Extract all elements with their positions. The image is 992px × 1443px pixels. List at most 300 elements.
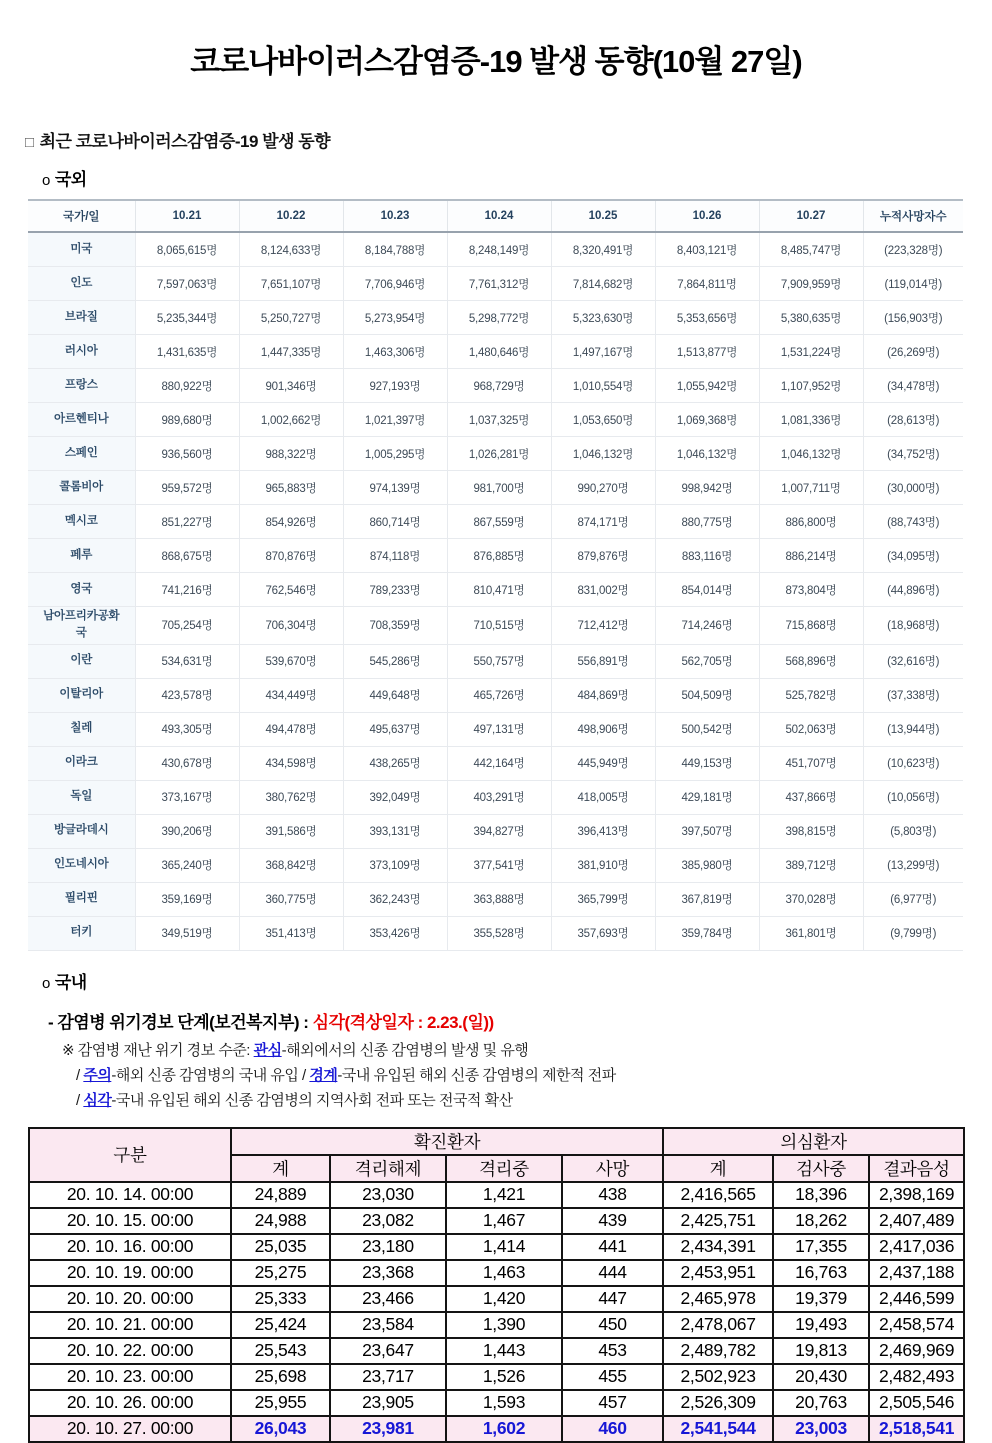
- cumulative-deaths-cell: (10,056명): [863, 780, 963, 814]
- domestic-sub-col-header: 결과음성: [869, 1155, 964, 1182]
- daily-case-cell: 5,298,772명: [447, 301, 551, 335]
- stat-value-cell: 25,333: [231, 1286, 330, 1312]
- stat-value-cell: 20,763: [773, 1390, 869, 1416]
- daily-case-cell: 493,305명: [135, 712, 239, 746]
- stat-value-cell: 2,446,599: [869, 1286, 964, 1312]
- overseas-col-header: 10.24: [447, 200, 551, 232]
- stat-value-cell: 16,763: [773, 1260, 869, 1286]
- daily-case-cell: 988,322명: [239, 437, 343, 471]
- stat-value-cell: 23,647: [330, 1338, 446, 1364]
- stat-value-cell: 455: [562, 1364, 663, 1390]
- daily-case-cell: 886,800명: [759, 505, 863, 539]
- overseas-table-row: [28, 471, 963, 505]
- overseas-table-row: [28, 607, 963, 645]
- cumulative-deaths-cell: (32,616명): [863, 644, 963, 678]
- overseas-table-row: [28, 882, 963, 916]
- daily-case-cell: 874,118명: [343, 539, 447, 573]
- stat-value-cell: 1,467: [446, 1208, 562, 1234]
- daily-case-cell: 1,046,132명: [551, 437, 655, 471]
- daily-case-cell: 965,883명: [239, 471, 343, 505]
- cumulative-deaths-cell: (119,014명): [863, 267, 963, 301]
- daily-case-cell: 7,651,107명: [239, 267, 343, 301]
- country-name-cell: 페루: [28, 539, 135, 573]
- stat-value-cell: 25,424: [231, 1312, 330, 1338]
- overseas-table-row: [28, 539, 963, 573]
- country-name-cell: 콜롬비아: [28, 471, 135, 505]
- daily-case-cell: 498,906명: [551, 712, 655, 746]
- report-date-cell: 20. 10. 26. 00:00: [29, 1390, 231, 1416]
- domestic-sub-col-header: 사망: [562, 1155, 663, 1182]
- stat-value-cell: 2,416,565: [663, 1182, 773, 1208]
- overseas-table-row: [28, 573, 963, 607]
- country-name-cell: 터키: [28, 916, 135, 950]
- daily-case-cell: 534,631명: [135, 644, 239, 678]
- daily-case-cell: 1,002,662명: [239, 403, 343, 437]
- daily-case-cell: 706,304명: [239, 607, 343, 645]
- press-release-page: [0, 36, 992, 1443]
- overseas-table-body: [28, 232, 963, 950]
- domestic-table-row: [29, 1338, 964, 1364]
- daily-case-cell: 936,560명: [135, 437, 239, 471]
- daily-case-cell: 8,184,788명: [343, 232, 447, 267]
- cumulative-deaths-cell: (34,095명): [863, 539, 963, 573]
- daily-case-cell: 397,507명: [655, 814, 759, 848]
- daily-case-cell: 449,648명: [343, 678, 447, 712]
- daily-case-cell: 873,804명: [759, 573, 863, 607]
- stat-value-cell: 1,526: [446, 1364, 562, 1390]
- crisis-note-line-2: [76, 1063, 992, 1088]
- stat-value-cell: 2,398,169: [869, 1182, 964, 1208]
- stat-value-cell: 2,518,541: [869, 1416, 964, 1442]
- daily-case-cell: 545,286명: [343, 644, 447, 678]
- daily-case-cell: 927,193명: [343, 369, 447, 403]
- daily-case-cell: 434,598명: [239, 746, 343, 780]
- crisis-alert-level: 심각(격상일자 : 2.23.(일)): [312, 1012, 494, 1032]
- country-name-cell: 스페인: [28, 437, 135, 471]
- domestic-section-heading: [42, 968, 992, 993]
- overseas-table-row: [28, 678, 963, 712]
- daily-case-cell: 959,572명: [135, 471, 239, 505]
- stat-value-cell: 25,955: [231, 1390, 330, 1416]
- stat-value-cell: 460: [562, 1416, 663, 1442]
- daily-case-cell: 525,782명: [759, 678, 863, 712]
- domestic-table-row: [29, 1234, 964, 1260]
- daily-case-cell: 1,081,336명: [759, 403, 863, 437]
- stat-value-cell: 1,421: [446, 1182, 562, 1208]
- daily-case-cell: 396,413명: [551, 814, 655, 848]
- note3-pre: /: [76, 1091, 84, 1109]
- cumulative-deaths-cell: (13,944명): [863, 712, 963, 746]
- stat-value-cell: 2,478,067: [663, 1312, 773, 1338]
- stat-value-cell: 25,035: [231, 1234, 330, 1260]
- daily-case-cell: 901,346명: [239, 369, 343, 403]
- daily-case-cell: 355,528명: [447, 916, 551, 950]
- daily-case-cell: 373,167명: [135, 780, 239, 814]
- cumulative-deaths-cell: (223,328명): [863, 232, 963, 267]
- overseas-col-header: 10.22: [239, 200, 343, 232]
- daily-case-cell: 886,214명: [759, 539, 863, 573]
- stat-value-cell: 25,543: [231, 1338, 330, 1364]
- daily-case-cell: 5,273,954명: [343, 301, 447, 335]
- cumulative-deaths-cell: (88,743명): [863, 505, 963, 539]
- overseas-table-row: [28, 437, 963, 471]
- daily-case-cell: 430,678명: [135, 746, 239, 780]
- daily-case-cell: 380,762명: [239, 780, 343, 814]
- domestic-table-row: [29, 1416, 964, 1442]
- overseas-table-row: [28, 301, 963, 335]
- overseas-table-row: [28, 814, 963, 848]
- page-title: 코로나바이러스감염증-19 발생 동향(10월 27일): [190, 44, 802, 79]
- overseas-table-row: [28, 369, 963, 403]
- stat-value-cell: 2,505,546: [869, 1390, 964, 1416]
- daily-case-cell: 368,842명: [239, 848, 343, 882]
- stat-value-cell: 25,698: [231, 1364, 330, 1390]
- domestic-covid-table: [28, 1127, 965, 1443]
- daily-case-cell: 1,480,646명: [447, 335, 551, 369]
- crisis-note-line-1: [62, 1038, 992, 1063]
- overseas-section-label: 국외: [54, 170, 87, 189]
- stat-value-cell: 2,526,309: [663, 1390, 773, 1416]
- overseas-table-header: [28, 200, 963, 232]
- country-name-cell: 이탈리아: [28, 678, 135, 712]
- note2-pre: /: [76, 1066, 84, 1084]
- stat-value-cell: 2,453,951: [663, 1260, 773, 1286]
- circle-bullet-icon: o: [42, 172, 50, 189]
- daily-case-cell: 1,026,281명: [447, 437, 551, 471]
- daily-case-cell: 445,949명: [551, 746, 655, 780]
- overseas-table-row: [28, 746, 963, 780]
- daily-case-cell: 1,497,167명: [551, 335, 655, 369]
- daily-case-cell: 550,757명: [447, 644, 551, 678]
- domestic-table-row: [29, 1182, 964, 1208]
- overseas-col-header: 10.21: [135, 200, 239, 232]
- stat-value-cell: 24,889: [231, 1182, 330, 1208]
- cumulative-deaths-cell: (26,269명): [863, 335, 963, 369]
- daily-case-cell: 562,705명: [655, 644, 759, 678]
- stat-value-cell: 19,813: [773, 1338, 869, 1364]
- domestic-header-group-row: [29, 1128, 964, 1155]
- daily-case-cell: 1,069,368명: [655, 403, 759, 437]
- report-date-cell: 20. 10. 22. 00:00: [29, 1338, 231, 1364]
- overseas-table-row: [28, 267, 963, 301]
- daily-case-cell: 715,868명: [759, 607, 863, 645]
- daily-case-cell: 8,248,149명: [447, 232, 551, 267]
- note3-post: -국내 유입된 해외 신종 감염병의 지역사회 전파 또는 전국적 확산: [111, 1091, 513, 1109]
- note2-term-gyeonggye: 경계: [309, 1066, 338, 1084]
- stat-value-cell: 23,180: [330, 1234, 446, 1260]
- daily-case-cell: 998,942명: [655, 471, 759, 505]
- cumulative-deaths-cell: (37,338명): [863, 678, 963, 712]
- daily-case-cell: 1,005,295명: [343, 437, 447, 471]
- stat-value-cell: 2,541,544: [663, 1416, 773, 1442]
- daily-case-cell: 854,926명: [239, 505, 343, 539]
- cumulative-deaths-cell: (10,623명): [863, 746, 963, 780]
- daily-case-cell: 860,714명: [343, 505, 447, 539]
- country-name-cell: 멕시코: [28, 505, 135, 539]
- stat-value-cell: 23,030: [330, 1182, 446, 1208]
- cumulative-deaths-cell: (5,803명): [863, 814, 963, 848]
- daily-case-cell: 989,680명: [135, 403, 239, 437]
- suspected-group-header: 의심환자: [663, 1128, 964, 1155]
- overseas-header-row: [28, 200, 963, 232]
- note2-mid: -해외 신종 감염병의 국내 유입 /: [111, 1066, 310, 1084]
- daily-case-cell: 851,227명: [135, 505, 239, 539]
- daily-case-cell: 762,546명: [239, 573, 343, 607]
- confirmed-group-header: 확진환자: [231, 1128, 663, 1155]
- daily-case-cell: 1,513,877명: [655, 335, 759, 369]
- daily-case-cell: 437,866명: [759, 780, 863, 814]
- domestic-sub-col-header: 검사중: [773, 1155, 869, 1182]
- stat-value-cell: 23,082: [330, 1208, 446, 1234]
- daily-case-cell: 434,449명: [239, 678, 343, 712]
- stat-value-cell: 438: [562, 1182, 663, 1208]
- daily-case-cell: 708,359명: [343, 607, 447, 645]
- cumulative-deaths-cell: (34,752명): [863, 437, 963, 471]
- note2-post: -국내 유입된 해외 신종 감염병의 제한적 전파: [337, 1066, 616, 1084]
- daily-case-cell: 403,291명: [447, 780, 551, 814]
- stat-value-cell: 23,368: [330, 1260, 446, 1286]
- overseas-col-header: 10.23: [343, 200, 447, 232]
- daily-case-cell: 359,169명: [135, 882, 239, 916]
- stat-value-cell: 23,717: [330, 1364, 446, 1390]
- country-name-cell: 아르헨티나: [28, 403, 135, 437]
- report-date-cell: 20. 10. 19. 00:00: [29, 1260, 231, 1286]
- daily-case-cell: 392,049명: [343, 780, 447, 814]
- daily-case-cell: 1,447,335명: [239, 335, 343, 369]
- daily-case-cell: 429,181명: [655, 780, 759, 814]
- overseas-col-header: 누적사망자수: [863, 200, 963, 232]
- stat-value-cell: 2,407,489: [869, 1208, 964, 1234]
- daily-case-cell: 789,233명: [343, 573, 447, 607]
- daily-case-cell: 8,124,633명: [239, 232, 343, 267]
- daily-case-cell: 1,010,554명: [551, 369, 655, 403]
- daily-case-cell: 1,021,397명: [343, 403, 447, 437]
- cumulative-deaths-cell: (28,613명): [863, 403, 963, 437]
- daily-case-cell: 1,531,224명: [759, 335, 863, 369]
- report-date-cell: 20. 10. 14. 00:00: [29, 1182, 231, 1208]
- overseas-table-row: [28, 403, 963, 437]
- cumulative-deaths-cell: (156,903명): [863, 301, 963, 335]
- stat-value-cell: 23,981: [330, 1416, 446, 1442]
- country-name-cell: 필리핀: [28, 882, 135, 916]
- overseas-covid-table: [28, 199, 963, 951]
- daily-case-cell: 449,153명: [655, 746, 759, 780]
- stat-value-cell: 450: [562, 1312, 663, 1338]
- daily-case-cell: 365,240명: [135, 848, 239, 882]
- daily-case-cell: 880,922명: [135, 369, 239, 403]
- stat-value-cell: 1,602: [446, 1416, 562, 1442]
- daily-case-cell: 357,693명: [551, 916, 655, 950]
- daily-case-cell: 714,246명: [655, 607, 759, 645]
- crisis-alert-line: [48, 1008, 992, 1033]
- circle-bullet-icon: o: [42, 974, 50, 992]
- country-name-cell: 브라질: [28, 301, 135, 335]
- daily-case-cell: 442,164명: [447, 746, 551, 780]
- country-name-cell: 인도네시아: [28, 848, 135, 882]
- daily-case-cell: 867,559명: [447, 505, 551, 539]
- domestic-sub-col-header: 계: [231, 1155, 330, 1182]
- daily-case-cell: 880,775명: [655, 505, 759, 539]
- daily-case-cell: 381,910명: [551, 848, 655, 882]
- note1-pre: ※ 감염병 재난 위기 경보 수준:: [62, 1041, 254, 1059]
- daily-case-cell: 870,876명: [239, 539, 343, 573]
- daily-case-cell: 377,541명: [447, 848, 551, 882]
- daily-case-cell: 1,046,132명: [759, 437, 863, 471]
- daily-case-cell: 883,116명: [655, 539, 759, 573]
- stat-value-cell: 23,466: [330, 1286, 446, 1312]
- stat-value-cell: 2,425,751: [663, 1208, 773, 1234]
- daily-case-cell: 1,107,952명: [759, 369, 863, 403]
- daily-case-cell: 504,509명: [655, 678, 759, 712]
- overseas-table-row: [28, 232, 963, 267]
- daily-case-cell: 361,801명: [759, 916, 863, 950]
- stat-value-cell: 441: [562, 1234, 663, 1260]
- daily-case-cell: 351,413명: [239, 916, 343, 950]
- cumulative-deaths-cell: (30,000명): [863, 471, 963, 505]
- country-name-cell: 이란: [28, 644, 135, 678]
- daily-case-cell: 854,014명: [655, 573, 759, 607]
- crisis-alert-prefix: - 감염병 위기경보 단계(보건복지부) :: [48, 1012, 313, 1032]
- gubun-header-cell: 구분: [29, 1128, 231, 1182]
- daily-case-cell: 556,891명: [551, 644, 655, 678]
- daily-case-cell: 391,586명: [239, 814, 343, 848]
- overseas-col-header: 10.27: [759, 200, 863, 232]
- daily-case-cell: 7,909,959명: [759, 267, 863, 301]
- daily-case-cell: 5,235,344명: [135, 301, 239, 335]
- daily-case-cell: 438,265명: [343, 746, 447, 780]
- daily-case-cell: 974,139명: [343, 471, 447, 505]
- stat-value-cell: 444: [562, 1260, 663, 1286]
- stat-value-cell: 23,003: [773, 1416, 869, 1442]
- domestic-table-row: [29, 1260, 964, 1286]
- cumulative-deaths-cell: (6,977명): [863, 882, 963, 916]
- stat-value-cell: 17,355: [773, 1234, 869, 1260]
- daily-case-cell: 502,063명: [759, 712, 863, 746]
- overseas-table-row: [28, 505, 963, 539]
- daily-case-cell: 7,706,946명: [343, 267, 447, 301]
- daily-case-cell: 7,814,682명: [551, 267, 655, 301]
- stat-value-cell: 2,437,188: [869, 1260, 964, 1286]
- overseas-col-header: 10.26: [655, 200, 759, 232]
- cumulative-deaths-cell: (13,299명): [863, 848, 963, 882]
- cumulative-deaths-cell: (18,968명): [863, 607, 963, 645]
- daily-case-cell: 362,243명: [343, 882, 447, 916]
- stat-value-cell: 2,458,574: [869, 1312, 964, 1338]
- daily-case-cell: 1,463,306명: [343, 335, 447, 369]
- note1-post: -해외에서의 신종 감염병의 발생 및 유행: [281, 1041, 529, 1059]
- report-date-cell: 20. 10. 20. 00:00: [29, 1286, 231, 1312]
- stat-value-cell: 26,043: [231, 1416, 330, 1442]
- cumulative-deaths-cell: (9,799명): [863, 916, 963, 950]
- cumulative-deaths-cell: (44,896명): [863, 573, 963, 607]
- daily-case-cell: 8,065,615명: [135, 232, 239, 267]
- domestic-sub-col-header: 격리해제: [330, 1155, 446, 1182]
- daily-case-cell: 390,206명: [135, 814, 239, 848]
- daily-case-cell: 876,885명: [447, 539, 551, 573]
- stat-value-cell: 24,988: [231, 1208, 330, 1234]
- daily-case-cell: 349,519명: [135, 916, 239, 950]
- daily-case-cell: 8,485,747명: [759, 232, 863, 267]
- overseas-table-row: [28, 780, 963, 814]
- daily-case-cell: 568,896명: [759, 644, 863, 678]
- report-date-cell: 20. 10. 23. 00:00: [29, 1364, 231, 1390]
- country-name-cell: 방글라데시: [28, 814, 135, 848]
- overseas-table-row: [28, 712, 963, 746]
- domestic-table-row: [29, 1312, 964, 1338]
- stat-value-cell: 2,465,978: [663, 1286, 773, 1312]
- daily-case-cell: 385,980명: [655, 848, 759, 882]
- daily-case-cell: 741,216명: [135, 573, 239, 607]
- daily-case-cell: 359,784명: [655, 916, 759, 950]
- daily-case-cell: 710,515명: [447, 607, 551, 645]
- stat-value-cell: 2,417,036: [869, 1234, 964, 1260]
- daily-case-cell: 1,037,325명: [447, 403, 551, 437]
- country-name-cell: 러시아: [28, 335, 135, 369]
- daily-case-cell: 810,471명: [447, 573, 551, 607]
- daily-case-cell: 494,478명: [239, 712, 343, 746]
- daily-case-cell: 7,597,063명: [135, 267, 239, 301]
- stat-value-cell: 1,593: [446, 1390, 562, 1416]
- stat-value-cell: 18,396: [773, 1182, 869, 1208]
- note2-term-juui: 주의: [83, 1066, 112, 1084]
- stat-value-cell: 1,390: [446, 1312, 562, 1338]
- stat-value-cell: 23,584: [330, 1312, 446, 1338]
- stat-value-cell: 453: [562, 1338, 663, 1364]
- note3-term-simgak: 심각: [83, 1091, 112, 1109]
- daily-case-cell: 423,578명: [135, 678, 239, 712]
- daily-case-cell: 394,827명: [447, 814, 551, 848]
- daily-case-cell: 365,799명: [551, 882, 655, 916]
- daily-case-cell: 353,426명: [343, 916, 447, 950]
- country-name-cell: 인도: [28, 267, 135, 301]
- stat-value-cell: 1,463: [446, 1260, 562, 1286]
- note1-term-gwansim: 관심: [253, 1041, 282, 1059]
- recent-trend-heading: [25, 127, 992, 152]
- daily-case-cell: 868,675명: [135, 539, 239, 573]
- stat-value-cell: 439: [562, 1208, 663, 1234]
- stat-value-cell: 1,443: [446, 1338, 562, 1364]
- daily-case-cell: 5,250,727명: [239, 301, 343, 335]
- daily-case-cell: 451,707명: [759, 746, 863, 780]
- stat-value-cell: 2,482,493: [869, 1364, 964, 1390]
- stat-value-cell: 1,420: [446, 1286, 562, 1312]
- overseas-table-row: [28, 644, 963, 678]
- daily-case-cell: 465,726명: [447, 678, 551, 712]
- daily-case-cell: 484,869명: [551, 678, 655, 712]
- daily-case-cell: 7,864,811명: [655, 267, 759, 301]
- stat-value-cell: 2,434,391: [663, 1234, 773, 1260]
- daily-case-cell: 981,700명: [447, 471, 551, 505]
- daily-case-cell: 418,005명: [551, 780, 655, 814]
- daily-case-cell: 5,380,635명: [759, 301, 863, 335]
- square-bullet-icon: □: [25, 134, 34, 151]
- daily-case-cell: 363,888명: [447, 882, 551, 916]
- daily-case-cell: 500,542명: [655, 712, 759, 746]
- country-name-cell: 독일: [28, 780, 135, 814]
- daily-case-cell: 1,046,132명: [655, 437, 759, 471]
- cumulative-deaths-cell: (34,478명): [863, 369, 963, 403]
- daily-case-cell: 705,254명: [135, 607, 239, 645]
- daily-case-cell: 1,055,942명: [655, 369, 759, 403]
- daily-case-cell: 495,637명: [343, 712, 447, 746]
- domestic-sub-col-header: 격리중: [446, 1155, 562, 1182]
- daily-case-cell: 712,412명: [551, 607, 655, 645]
- stat-value-cell: 2,502,923: [663, 1364, 773, 1390]
- stat-value-cell: 18,262: [773, 1208, 869, 1234]
- country-name-cell: 칠레: [28, 712, 135, 746]
- domestic-table-row: [29, 1364, 964, 1390]
- stat-value-cell: 20,430: [773, 1364, 869, 1390]
